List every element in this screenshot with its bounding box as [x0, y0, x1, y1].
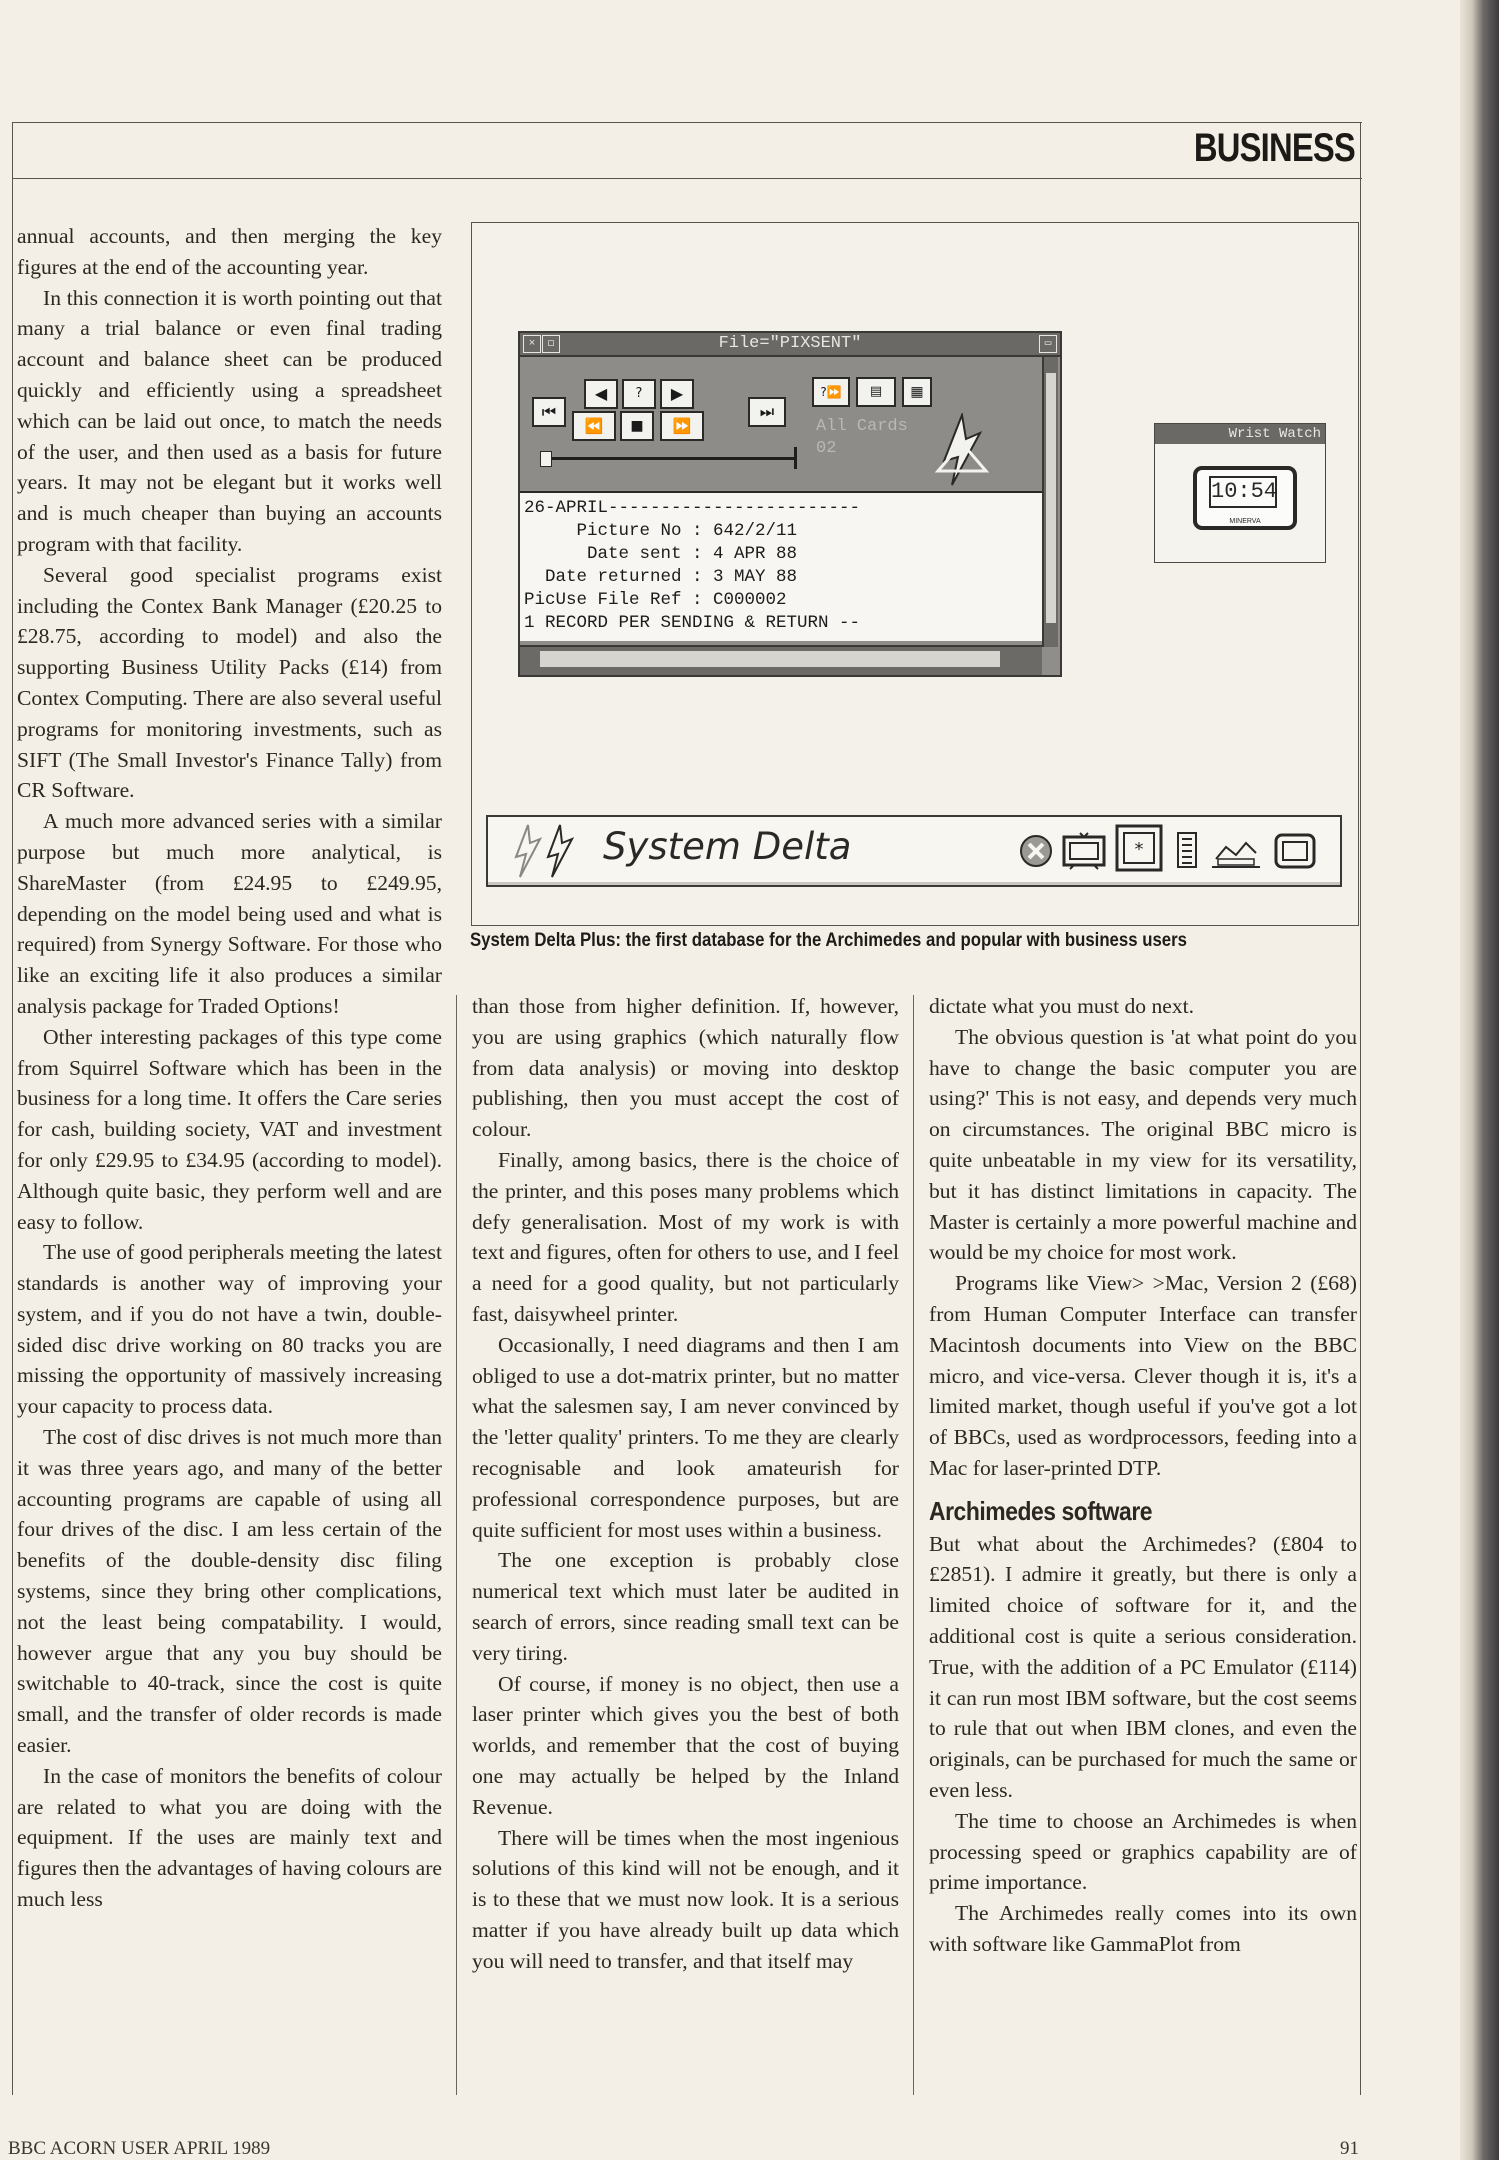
control-panel	[520, 357, 1042, 489]
svg-text:*: *	[1134, 839, 1144, 860]
calculator-icon[interactable]	[1172, 829, 1202, 873]
page-frame-right	[1360, 122, 1361, 2095]
watch-face	[1193, 466, 1297, 530]
paragraph: Of course, if money is no object, then use a laser printer which gives you the best of both worlds, and remember that the cost of buying one may actually be helped by the Inland Revenue.	[472, 1671, 899, 1819]
paragraph: Programs like View> >Mac, Version 2 (£68) from Human Computer Interface can transfer Macintosh documents into View on the BBC micro, and vice-versa. Clever though it is, it's a limited market, though useful if you've got a lot of BBCs, used as wordprocessors, feeding into a Mac for laser-printed DTP.	[929, 1271, 1357, 1480]
system-delta-bar-logo-icon	[502, 821, 592, 881]
system-delta-logo-icon	[924, 413, 999, 488]
fast-forward-icon[interactable]: ⏩	[660, 411, 704, 441]
first-record-icon[interactable]: ⏮	[532, 397, 566, 427]
column-2	[472, 991, 899, 1977]
paragraph: The Archimedes really comes into its own with software like GammaPlot from	[929, 1901, 1357, 1956]
query-forward-button[interactable]: ?⏩	[812, 377, 850, 407]
wrist-watch-title: Wrist Watch	[1155, 424, 1325, 444]
paragraph: In the case of monitors the benefits of colour are related to what you are doing with the equipment. If the uses are mainly text and figures then the advantages of having colours are much less	[17, 1763, 442, 1912]
paragraph: Several good specialist programs exist including the Contex Bank Manager (£20.25 to £28.75, according to model) and also the supporting Business Utility Packs (£14) from Contex Computing. There are also several useful programs for monitoring investments, such as SIFT (The Small Investor's Finance Tally) from CR Software.	[17, 562, 442, 803]
record-line: 26-APRIL------------------------	[524, 498, 861, 518]
paragraph: Finally, among basics, there is the choice of the printer, and this poses many problems which defy generalisation. Most of my work is with text and figures, often for others to use, and I feel a need for a good quality, but not particularly fast, daisywheel printer.	[472, 1147, 899, 1326]
record-line: PicUse File Ref : C000002	[524, 590, 787, 610]
column-3	[929, 991, 1357, 1960]
figure-caption: System Delta Plus: the first database for the Archimedes and popular with business users	[470, 929, 1187, 951]
all-cards-label: All Cards	[816, 417, 908, 436]
stop-icon[interactable]: ■	[620, 411, 654, 441]
icon-bar	[486, 815, 1342, 887]
record-slider-knob[interactable]	[540, 451, 552, 467]
column-1	[17, 221, 442, 1915]
watch-icon[interactable]	[1270, 829, 1320, 873]
section-label: BUSINESS	[1193, 126, 1355, 170]
help-button[interactable]: ?	[622, 379, 656, 409]
paragraph: The obvious question is 'at what point do you have to change the basic computer you are using?' This is not easy, and depends very much on circumstances. The original BBC micro is quite unbeatable in my view for its versatility, but it has distinct limitations in capacity. The Master is certainly a more powerful machine and would be my choice for most work.	[929, 1024, 1357, 1265]
watch-brand: MINERVA	[1229, 518, 1261, 525]
back-box-icon[interactable]: ◻	[542, 335, 560, 353]
paragraph: The cost of disc drives is not much more than it was three years ago, and many of the better accounting programs are capable of using all four drives of the disc. I am less certain of the benefits of the double-density disc filing systems, since they bring other complications, not the least being compatability. I would, however argue that any you buy should be switchable to 40-track, since the cost is quite small, and the transfer of older records is made easier.	[17, 1425, 442, 1758]
monitor-icon[interactable]	[1060, 829, 1110, 873]
subheading: Archimedes software	[929, 1495, 1153, 1526]
column-divider	[456, 995, 457, 2095]
card-number-label: 02	[816, 439, 837, 458]
record-line: 1 RECORD PER SENDING & RETURN --	[524, 613, 861, 633]
paragraph: But what about the Archimedes? (£804 to £2851). I admire it greatly, but there is only a limited choice of software for it, and the additional cost is quite a serious consideration. True, with the addition of a PC Emulator (£114) it can run most IBM software, but the cost seems to rule that out when IBM clones, and even the originals, can be purchased for much the same or even less.	[929, 1531, 1357, 1802]
paragraph: The use of good peripherals meeting the latest standards is another way of improving your system, and if you do not have a twin, double-sided disc drive working on 80 tracks you are missing the opportunity of massively increasing your capacity to process data.	[17, 1240, 442, 1419]
card-file-icon[interactable]: ▤	[856, 377, 896, 407]
window-title: File="PIXSENT"	[520, 333, 1060, 357]
page-spine	[1460, 0, 1499, 2160]
close-box-icon[interactable]: ×	[523, 335, 541, 353]
system-delta-label: System Delta	[603, 825, 852, 868]
vertical-scroll-thumb[interactable]	[1046, 373, 1056, 623]
rewind-icon[interactable]: ⏪	[572, 411, 616, 441]
paragraph: Other interesting packages of this type come from Squirrel Software which has been in the business for a long time. It offers the Care series for cash, building society, VAT and investment for only £29.95 to £34.95 (according to model). Although quite basic, they perform well and are easy to follow.	[17, 1024, 442, 1234]
page-number: 91	[1340, 2138, 1359, 2159]
record-line: Picture No : 642/2/11	[524, 521, 798, 541]
chart-icon[interactable]	[1208, 829, 1264, 873]
watch-time: 10:54	[1209, 476, 1277, 508]
paragraph: There will be times when the most ingenious solutions of this kind will not be enough, and it is to these that we must now look. It is a serious matter if you have already built up data which you will need to transfer, and that itself may	[472, 1825, 899, 1973]
star-card-icon[interactable]	[1114, 823, 1164, 877]
record-line: Date sent : 4 APR 88	[524, 544, 798, 564]
page-frame-left	[12, 122, 13, 2095]
record-text-area[interactable]	[520, 491, 1042, 641]
paragraph: A much more advanced series with a similar purpose but much more analytical, is ShareMaster (from £24.95 to £249.95, depending on the model being used and what is required) from Synergy Software. For those who like an exciting life it also produces a similar analysis package for Traded Options!	[17, 809, 442, 1018]
next-record-icon[interactable]: ▶	[660, 379, 694, 409]
close-circle-icon[interactable]	[1016, 829, 1056, 873]
wrist-watch-window	[1154, 423, 1326, 563]
page-frame-top	[12, 122, 1362, 123]
toggle-size-icon[interactable]: ▭	[1039, 335, 1057, 353]
screenshot-figure	[471, 222, 1359, 926]
previous-record-icon[interactable]: ◀	[584, 379, 618, 409]
paragraph: annual accounts, and then merging the key figures at the end of the accounting year.	[17, 224, 442, 279]
paragraph: In this connection it is worth pointing out that many a trial balance or even final trading account and balance sheet can be produced quickly and efficiently using a spreadsheet which can be laid out once, to match the needs of the user, and then used as a basis for future years. It may not be elegant but it works well and is much cheaper than buying an accounts program with that facility.	[17, 285, 442, 556]
horizontal-scroll-thumb[interactable]	[540, 651, 1000, 667]
calculator-icon[interactable]: ▦	[902, 377, 932, 407]
paragraph: The one exception is probably close numerical text which must later be audited in search of errors, since reading small text can be very tiring.	[472, 1548, 899, 1665]
database-window	[518, 331, 1062, 677]
paragraph: The time to choose an Archimedes is when processing speed or graphics capability are of prime importance.	[929, 1808, 1357, 1895]
column-divider	[913, 995, 914, 2095]
record-line: Date returned : 3 MAY 88	[524, 567, 798, 587]
paragraph: dictate what you must do next.	[929, 994, 1195, 1018]
header-rule	[12, 178, 1362, 179]
paragraph: than those from higher definition. If, however, you are using graphics (which naturally flow from data analysis) or moving into desktop publishing, then you must accept the cost of colour.	[472, 994, 899, 1142]
footer-magazine: BBC ACORN USER APRIL 1989	[8, 2138, 271, 2159]
last-record-icon[interactable]: ⏭	[748, 397, 786, 427]
paragraph: Occasionally, I need diagrams and then I am obliged to use a dot-matrix printer, but no matter what the salesmen say, I am never convinced by the 'letter quality' printers. To me they are clearly recognisable and look amateurish for professional correspondence purposes, but are quite sufficient for most uses within a business.	[472, 1332, 899, 1542]
record-slider[interactable]	[542, 457, 797, 460]
